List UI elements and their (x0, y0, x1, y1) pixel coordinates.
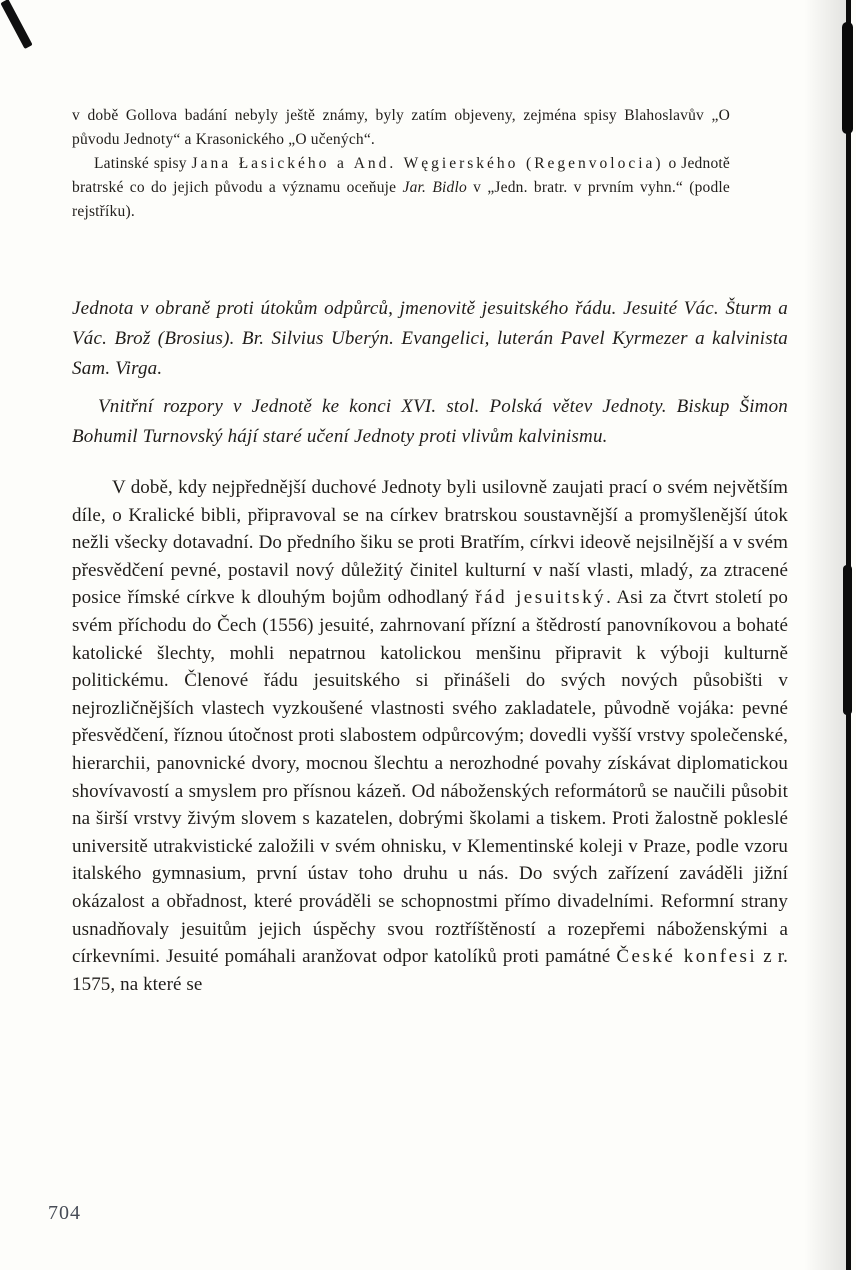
scan-edge-blob-middle (843, 565, 852, 715)
spaced-emphasis-jesuit-order: řád jesuitský (475, 587, 607, 609)
summary-text: Jednota v obraně proti útokům odpůrců, jmenovitě jesuitského řádu. Jesuité Vác. Šturm a Vác. Brož (Brosius). Br. Silvius Uberýn. Evangelici, luterán Pavel Kyrmezer a kalvinista Sam. Virga. (72, 298, 788, 379)
footnote-text: v době Gollova badání nebyly ještě známy, byly zatím objeveny, zejména spisy Blahoslavův „O původu Jednoty“ a Krasonického „O učených“. (72, 107, 730, 148)
footnote-text: o Jednotě bratrské co do jejich původu a významu oceňuje (72, 155, 730, 196)
footnote-paragraph-1 (72, 104, 730, 152)
body-text: V době, kdy nejpřednější duchové Jednoty byli usilovně zaujati prací o svém největším díle, o Kralické bibli, připravoval se na církev bratrskou soustavnější a promyšlenější útok nežli všecky dotavadní. Do předního šiku se proti Bratřím, církvi ideově nejsilnější a v svém přesvědčení pevné, postavil nový důležitý činitel kulturní v naší vlasti, mladý, za ztracené posice římské církve k dlouhým bojům odhodlaný (72, 477, 788, 609)
body-paragraph (72, 474, 788, 998)
chapter-summary-paragraph-1 (72, 294, 788, 384)
body-text: z r. 1575, na které se (72, 946, 788, 995)
scan-edge-blob-top (842, 22, 853, 134)
spaced-emphasis-czech-confession: České konfesi (616, 946, 758, 968)
body-text: . Asi za čtvrt století po svém příchodu do Čech (1556) jesuité, zahrnovaní přízní a štědrostí panovníkovou a bohaté katolické šlechty, mohli nepatrnou katolickou menšinu připravit k výboji kulturně politickému. Členové řádu jesuitského si přinášeli do svých nových působišti v nejrozličnějších vlastech vyzkoušené vlastnosti svého zakladatele, původně vojáka: pevné přesvědčení, říznou útočnost proti slabostem odpůrcovým; dovedli vyšší vrstvy společenské, hierarchii, panovnické dvory, mocnou šlechtu a nerozhodné povahy získávat diplomatickou shovívavostí a smyslem pro přísnou kázeň. Od náboženských reformátorů se naučili působit na širší vrstvy živým slovem s kazatelen, dobrými školami a tiskem. Proti žalostně pokleslé universitě utrakvistické založili v svém ohnisku, v Klementinské koleji v Praze, podle vzoru italského gymnasium, první ústav toho druhu u nás. Do svých zařízení zaváděli jižní okázalost a obřadnost, které prováděli se schopnostmi přímo divadelními. Reformní strany usnadňovaly jesuitům jejich úspěchy svou roztříštěností a rozepřemi náboženskými a církevními. Jesuité pomáhali aranžovat odpor katolíků proti památné (72, 587, 788, 968)
page-text-column (72, 104, 788, 998)
summary-text: Vnitřní rozpory v Jednotě ke konci XVI. stol. Polská větev Jednoty. Biskup Šimon Bohumil Turnovský hájí staré učení Jednoty proti vlivům kalvinismu. (72, 396, 788, 447)
spaced-author-names: Jana Łasického a And. Węgierského (Regenvolocia) (191, 155, 664, 172)
footnote-text: Latinské spisy (94, 155, 192, 172)
footnote-paragraph-2 (72, 152, 730, 224)
scan-artifact-top-left (0, 0, 32, 49)
page-curve-shadow (804, 0, 846, 1270)
footnote-text: v „Jedn. bratr. v prvním vyhn.“ (podle rejstříku). (72, 179, 731, 220)
italic-author-name: Jar. Bidlo (402, 179, 467, 196)
page-number: 704 (48, 1202, 81, 1224)
chapter-summary-paragraph-2 (72, 392, 788, 452)
